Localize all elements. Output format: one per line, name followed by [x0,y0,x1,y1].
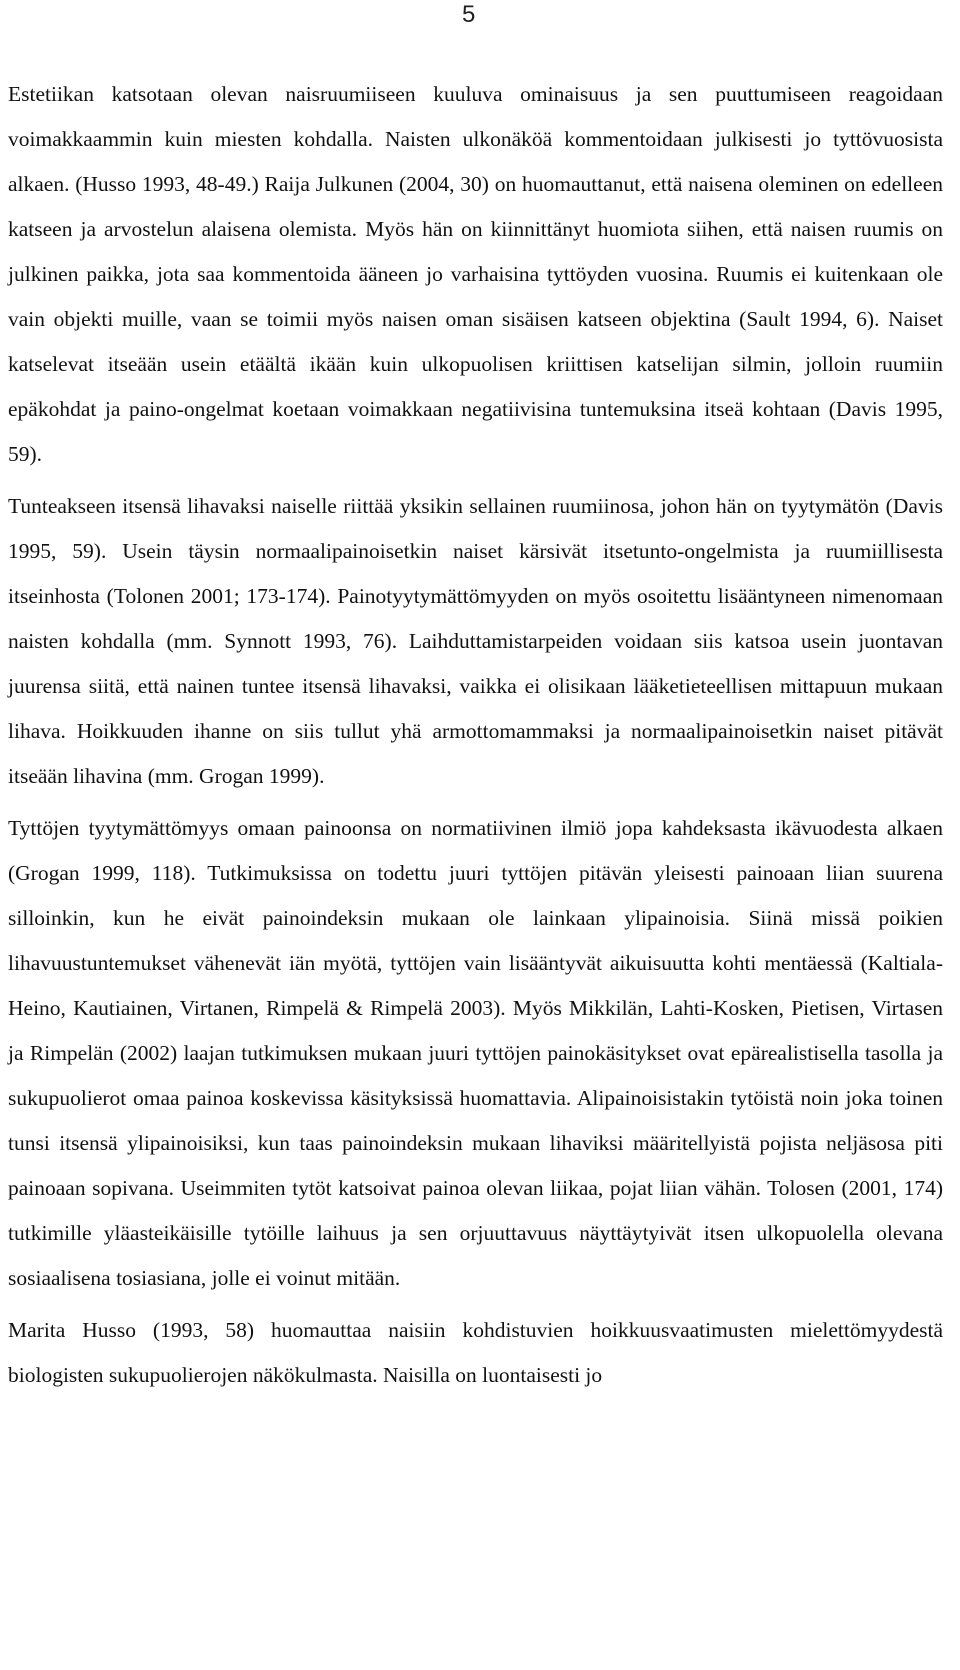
paragraph: Tunteakseen itsensä lihavaksi naiselle riittää yksikin sellainen ruumiinosa, johon hän on tyytymätön (Davis 1995, 59). Usein täysin normaalipainoisetkin naiset kärsivät itsetunto-ongelmista ja ruumiillisesta itseinhosta (Tolonen 2001; 173-174). Painotyytymättömyyden on myös osoitettu lisääntyneen nimenomaan naisten kohdalla (mm. Synnott 1993, 76). Laihduttamistarpeiden voidaan siis katsoa usein juontavan juurensa siitä, että nainen tuntee itsensä lihavaksi, vaikka ei olisikaan lääketieteellisen mittapuun mukaan lihava. Hoikkuuden ihanne on siis tullut yhä armottomammaksi ja normaalipainoisetkin naiset pitävät itseään lihavina (mm. Grogan 1999). [8,494,943,788]
paragraph: Tyttöjen tyytymättömyys omaan painoonsa on normatiivinen ilmiö jopa kahdeksasta ikävuodesta alkaen (Grogan 1999, 118). Tutkimuksissa on todettu juuri tyttöjen pitävän yleisesti painoaan liian suurena silloinkin, kun he eivät painoindeksin mukaan ole lainkaan ylipainoisia. Siinä missä poikien lihavuustuntemukset vähenevät iän myötä, tyttöjen vain lisääntyvät aikuisuutta kohti mentäessä (Kaltiala-Heino, Kautiainen, Virtanen, Rimpelä & Rimpelä 2003). Myös Mikkilän, Lahti-Kosken, Pietisen, Virtasen ja Rimpelän (2002) laajan tutkimuksen mukaan juuri tyttöjen painokäsitykset ovat epärealistisella tasolla ja sukupuolierot omaa painoa koskevissa käsityksissä huomattavia. Alipainoisistakin tytöistä noin joka toinen tunsi itsensä ylipainoisiksi, kun taas painoindeksin mukaan lihaviksi määritellyistä pojista neljäsosa piti painoaan sopivana. Useimmiten tytöt katsoivat painoa olevan liikaa, pojat liian vähän. Tolosen (2001, 174) tutkimille yläasteikäisille tytöille laihuus ja sen orjuuttavuus näyttäytyivät itsen ulkopuolella olevana sosiaalisena tosiasiana, jolle ei voinut mitään. [8,816,943,1290]
paragraph: Estetiikan katsotaan olevan naisruumiiseen kuuluva ominaisuus ja sen puuttumiseen reagoidaan voimakkaammin kuin miesten kohdalla. Naisten ulkonäköä kommentoidaan julkisesti jo tyttövuosista alkaen. (Husso 1993, 48-49.) Raija Julkunen (2004, 30) on huomauttanut, että naisena oleminen on edelleen katseen ja arvostelun alaisena olemista. Myös hän on kiinnittänyt huomiota siihen, että naisen ruumis on julkinen paikka, jota saa kommentoida ääneen jo varhaisina tyttöyden vuosina. Ruumis ei kuitenkaan ole vain objekti muille, vaan se toimii myös naisen oman sisäisen katseen objektina (Sault 1994, 6). Naiset katselevat itseään usein etäältä ikään kuin ulkopuolisen kriittisen katselijan silmin, jolloin ruumiin epäkohdat ja paino-ongelmat koetaan voimakkaan negatiivisina tuntemuksina itseä kohtaan (Davis 1995, 59). [8,82,943,466]
paragraph: Marita Husso (1993, 58) huomauttaa naisiin kohdistuvien hoikkuusvaatimusten mielettömyydestä biologisten sukupuolierojen näkökulmasta. Naisilla on luontaisesti jo [8,1318,943,1387]
page-number: 5 [462,1,476,28]
document-body [8,72,943,1398]
